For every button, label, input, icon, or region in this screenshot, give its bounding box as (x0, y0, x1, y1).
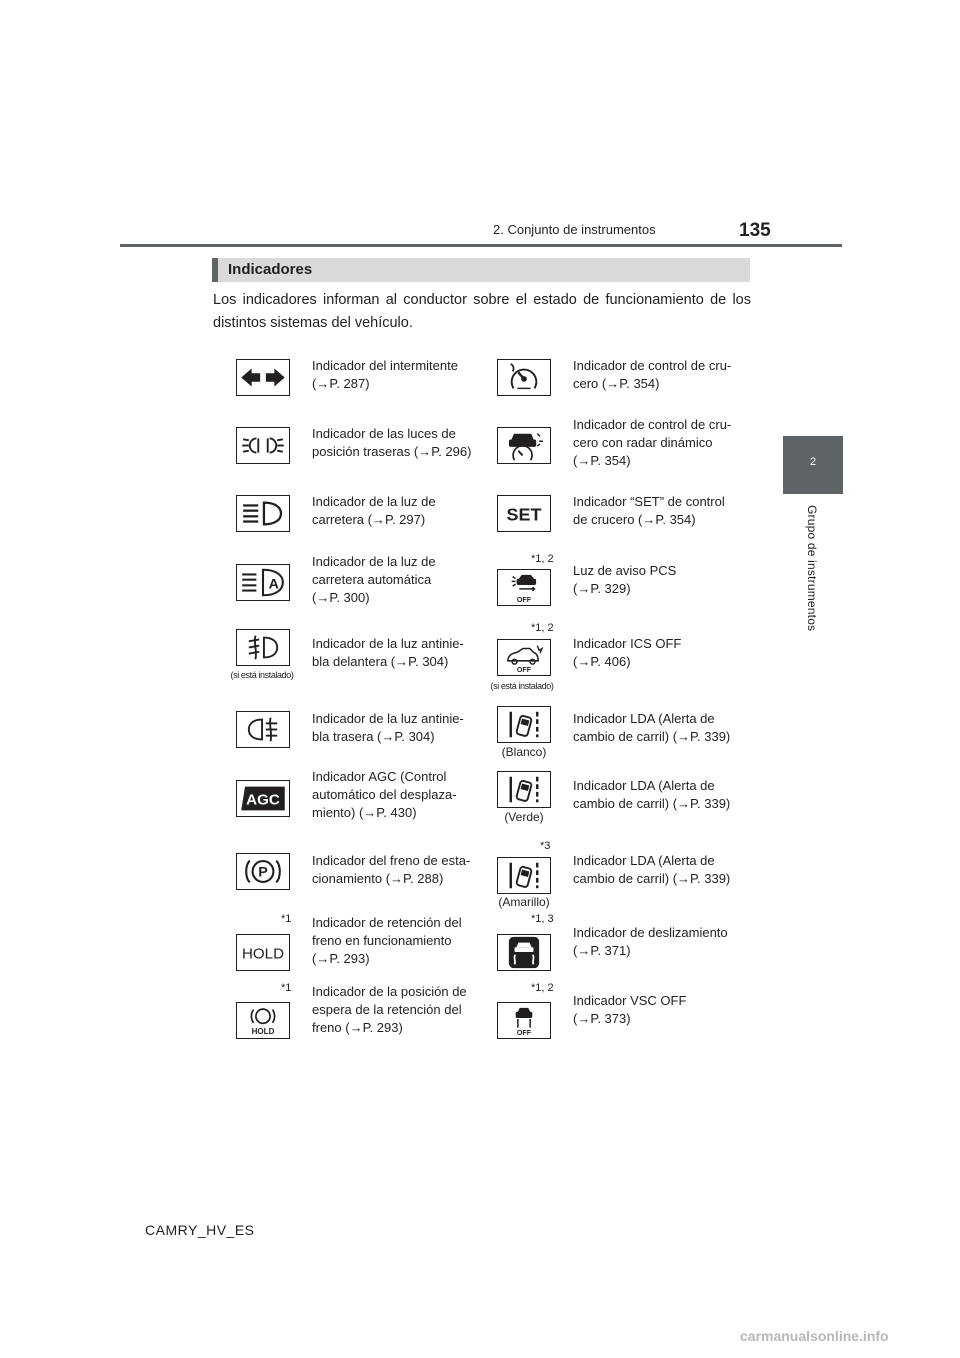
automatic-high-beam-icon (236, 564, 290, 601)
pcs-description: Luz de aviso PCS (→P. 329) (573, 563, 677, 596)
header-rule (120, 244, 842, 247)
lda-green-icon (497, 771, 551, 808)
brake-hold-standby-footnote-mark: *1 (281, 982, 292, 994)
parking-brake-description: Indicador del freno de esta- cionamiento (→P. 288) (312, 853, 471, 886)
svg-text:AGC: AGC (246, 791, 280, 809)
rear-fog-description: Indicador de la luz antinie- bla trasera (→P. 304) (312, 711, 464, 744)
pcs-warning-icon (497, 569, 551, 606)
set-description: Indicador “SET” de control de crucero (→P. 354) (573, 494, 725, 527)
high-beam-description: Indicador de la luz de carretera (→P. 297) (312, 494, 436, 527)
section-title: 2. Conjunto de instrumentos (493, 222, 656, 237)
lda-amber-caption: (Amarillo) (498, 895, 550, 909)
svg-text:P: P (258, 864, 268, 881)
rear-fog-light-icon (236, 711, 290, 748)
set-icon (497, 495, 551, 532)
chapter-tab[interactable] (783, 436, 843, 494)
front-fog-caption: (si está instalado) (230, 670, 294, 680)
tail-lights-description: Indicador de las luces de posición traseras (→P. 296) (312, 426, 472, 459)
ics-off-footnote-mark: *1, 2 (531, 622, 554, 634)
hold-description: Indicador de retención del freno en funcionamiento (→P. 293) (312, 915, 462, 966)
lda-amber-icon (497, 857, 551, 894)
svg-text:A: A (268, 576, 279, 593)
ics-off-description: Indicador ICS OFF (→P. 406) (573, 636, 682, 669)
slip-description: Indicador de deslizamiento (→P. 371) (573, 925, 728, 958)
vsc-off-footnote-mark: *1, 2 (531, 982, 554, 994)
dynamic-radar-cruise-icon (497, 427, 551, 464)
lda-white-description: Indicador LDA (Alerta de cambio de carril) (→P. 339) (573, 711, 731, 744)
section-heading-bar (212, 258, 750, 282)
lda-green-description: Indicador LDA (Alerta de cambio de carril) (→P. 339) (573, 778, 731, 811)
lda-amber-footnote-mark: *3 (540, 840, 551, 852)
dynamic-radar-cruise-description: Indicador de control de cru- cero con radar dinámico (→P. 354) (573, 417, 732, 468)
ics-off-caption: (si está instalado) (490, 681, 554, 691)
chapter-tab-number: 2 (809, 456, 817, 468)
svg-text:SET: SET (506, 504, 542, 525)
front-fog-description: Indicador de la luz antinie- bla delantera (→P. 304) (312, 636, 464, 669)
automatic-high-beam-description: Indicador de la luz de carretera automática (→P. 300) (312, 554, 436, 605)
lda-white-caption: (Blanco) (501, 745, 547, 759)
turn-signal-arrows-icon (236, 359, 290, 396)
lda-amber-description: Indicador LDA (Alerta de cambio de carril) (→P. 339) (573, 853, 731, 886)
svg-text:OFF: OFF (516, 1029, 532, 1038)
lda-green-caption: (Verde) (504, 810, 544, 824)
tail-lights-icon (236, 427, 290, 464)
vsc-off-description: Indicador VSC OFF (→P. 373) (573, 993, 687, 1026)
hold-icon (236, 934, 290, 971)
cruise-control-description: Indicador de control de cru- cero (→P. 354) (573, 358, 732, 391)
svg-text:HOLD: HOLD (251, 1027, 275, 1037)
turn-signal-description: Indicador del intermitente (→P. 287) (312, 358, 458, 391)
svg-text:HOLD: HOLD (241, 945, 285, 963)
slip-indicator-icon (497, 934, 551, 971)
ics-off-icon (497, 639, 551, 676)
brake-hold-standby-description: Indicador de la posición de espera de la retención del freno (→P. 293) (312, 984, 467, 1035)
svg-text:OFF: OFF (516, 596, 532, 605)
intro-paragraph: Los indicadores informan al conductor sobre el estado de funcionamiento de los distintos sistemas del vehículo. (213, 292, 751, 331)
high-beam-icon (236, 495, 290, 532)
vsc-off-icon (497, 1002, 551, 1039)
brake-hold-standby-icon (236, 1002, 290, 1039)
hold-footnote-mark: *1 (281, 913, 292, 925)
svg-text:OFF: OFF (516, 666, 532, 675)
pcs-footnote-mark: *1, 2 (531, 553, 554, 565)
cruise-control-icon (497, 359, 551, 396)
slip-footnote-mark: *1, 3 (531, 913, 554, 925)
agc-icon (236, 780, 290, 817)
front-fog-light-icon (236, 629, 290, 666)
parking-brake-icon (236, 853, 290, 890)
agc-description: Indicador AGC (Control automático del desplaza- miento) (→P. 430) (312, 769, 457, 820)
watermark: carmanualsonline.info (740, 1328, 889, 1344)
lda-white-icon (497, 706, 551, 743)
page-number: 135 (739, 220, 771, 241)
section-heading: Indicadores (228, 261, 313, 278)
chapter-side-label: Grupo de instrumentos (805, 505, 819, 632)
model-code: CAMRY_HV_ES (145, 1222, 255, 1238)
